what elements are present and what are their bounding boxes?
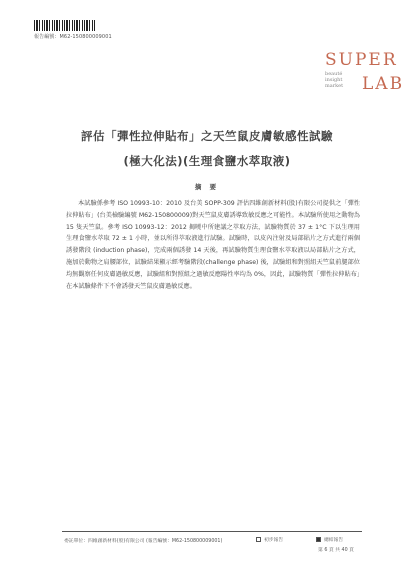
report-number: 報告編號：M62-150800009001 [34, 34, 112, 40]
abstract-heading: 摘 要 [194, 183, 220, 191]
logo-super: SUPER [325, 50, 398, 70]
footer-client-info: 委託單位：四維創新材料(股)有限公司 (報告編號：M62-150800009001) [64, 539, 223, 544]
abstract-body: 本試驗係參考 ISO 10993-10：2010 及台美 SOPP-309 評估四維創新材料(股)有限公司提供之「彈性拉伸貼布」(台美檢驗編號 M62-150800009)對天竺鼠皮膚誘導致敏反應之可能性。本試驗所使用之動物為 15 隻天竺鼠。參考 ISO 10993-12：2012 揭曉中所建議之萃取方法，試驗物質於 37 ± 1°C 下以生理用生理食鹽水萃取 72 ± 1 小時，並以所得萃取液進行試驗。試驗時，以皮內注射及局部貼片之方式進行兩個誘發階段 (induction phase)，完成兩個誘發 14 天後，再試驗物質生理食鹽水萃取液以局部貼片之方式，施加於動物之肩腰部位，試驗結果顯示經考驗階段(challenge phase) 後，試驗組和對照組天竺鼠前腿部位均無觀察任何皮膚過敏反應，試驗組和對照組之過敏反應陽性率均為 0%，因此，試驗物質「彈性拉伸貼布」在本試驗條件下不會誘發天竺鼠皮膚過敏反應。 [66, 200, 360, 290]
super-lab-logo [325, 50, 405, 94]
preliminary-report-label: 初步報告 [264, 538, 284, 543]
barcode [34, 20, 96, 31]
document-title-line-2: (極大化法)(生理食鹽水萃取液) [123, 154, 291, 168]
final-report-option [316, 536, 343, 543]
logo-tagline-3: market [325, 83, 344, 89]
logo-tagline-2: insight [325, 77, 343, 83]
document-title-line-1: 評估「彈性拉伸貼布」之天竺鼠皮膚敏感性試驗 [81, 129, 333, 143]
checked-checkbox-icon [316, 537, 321, 542]
checkbox-icon [256, 537, 261, 542]
page-number: 第 6 頁 共 40 頁 [318, 548, 354, 553]
footer-divider [62, 531, 362, 532]
logo-lab: LAB [362, 74, 405, 94]
logo-tagline-1: beauté [325, 71, 343, 77]
final-report-label: 總結報告 [324, 538, 344, 543]
preliminary-report-option [256, 536, 283, 543]
